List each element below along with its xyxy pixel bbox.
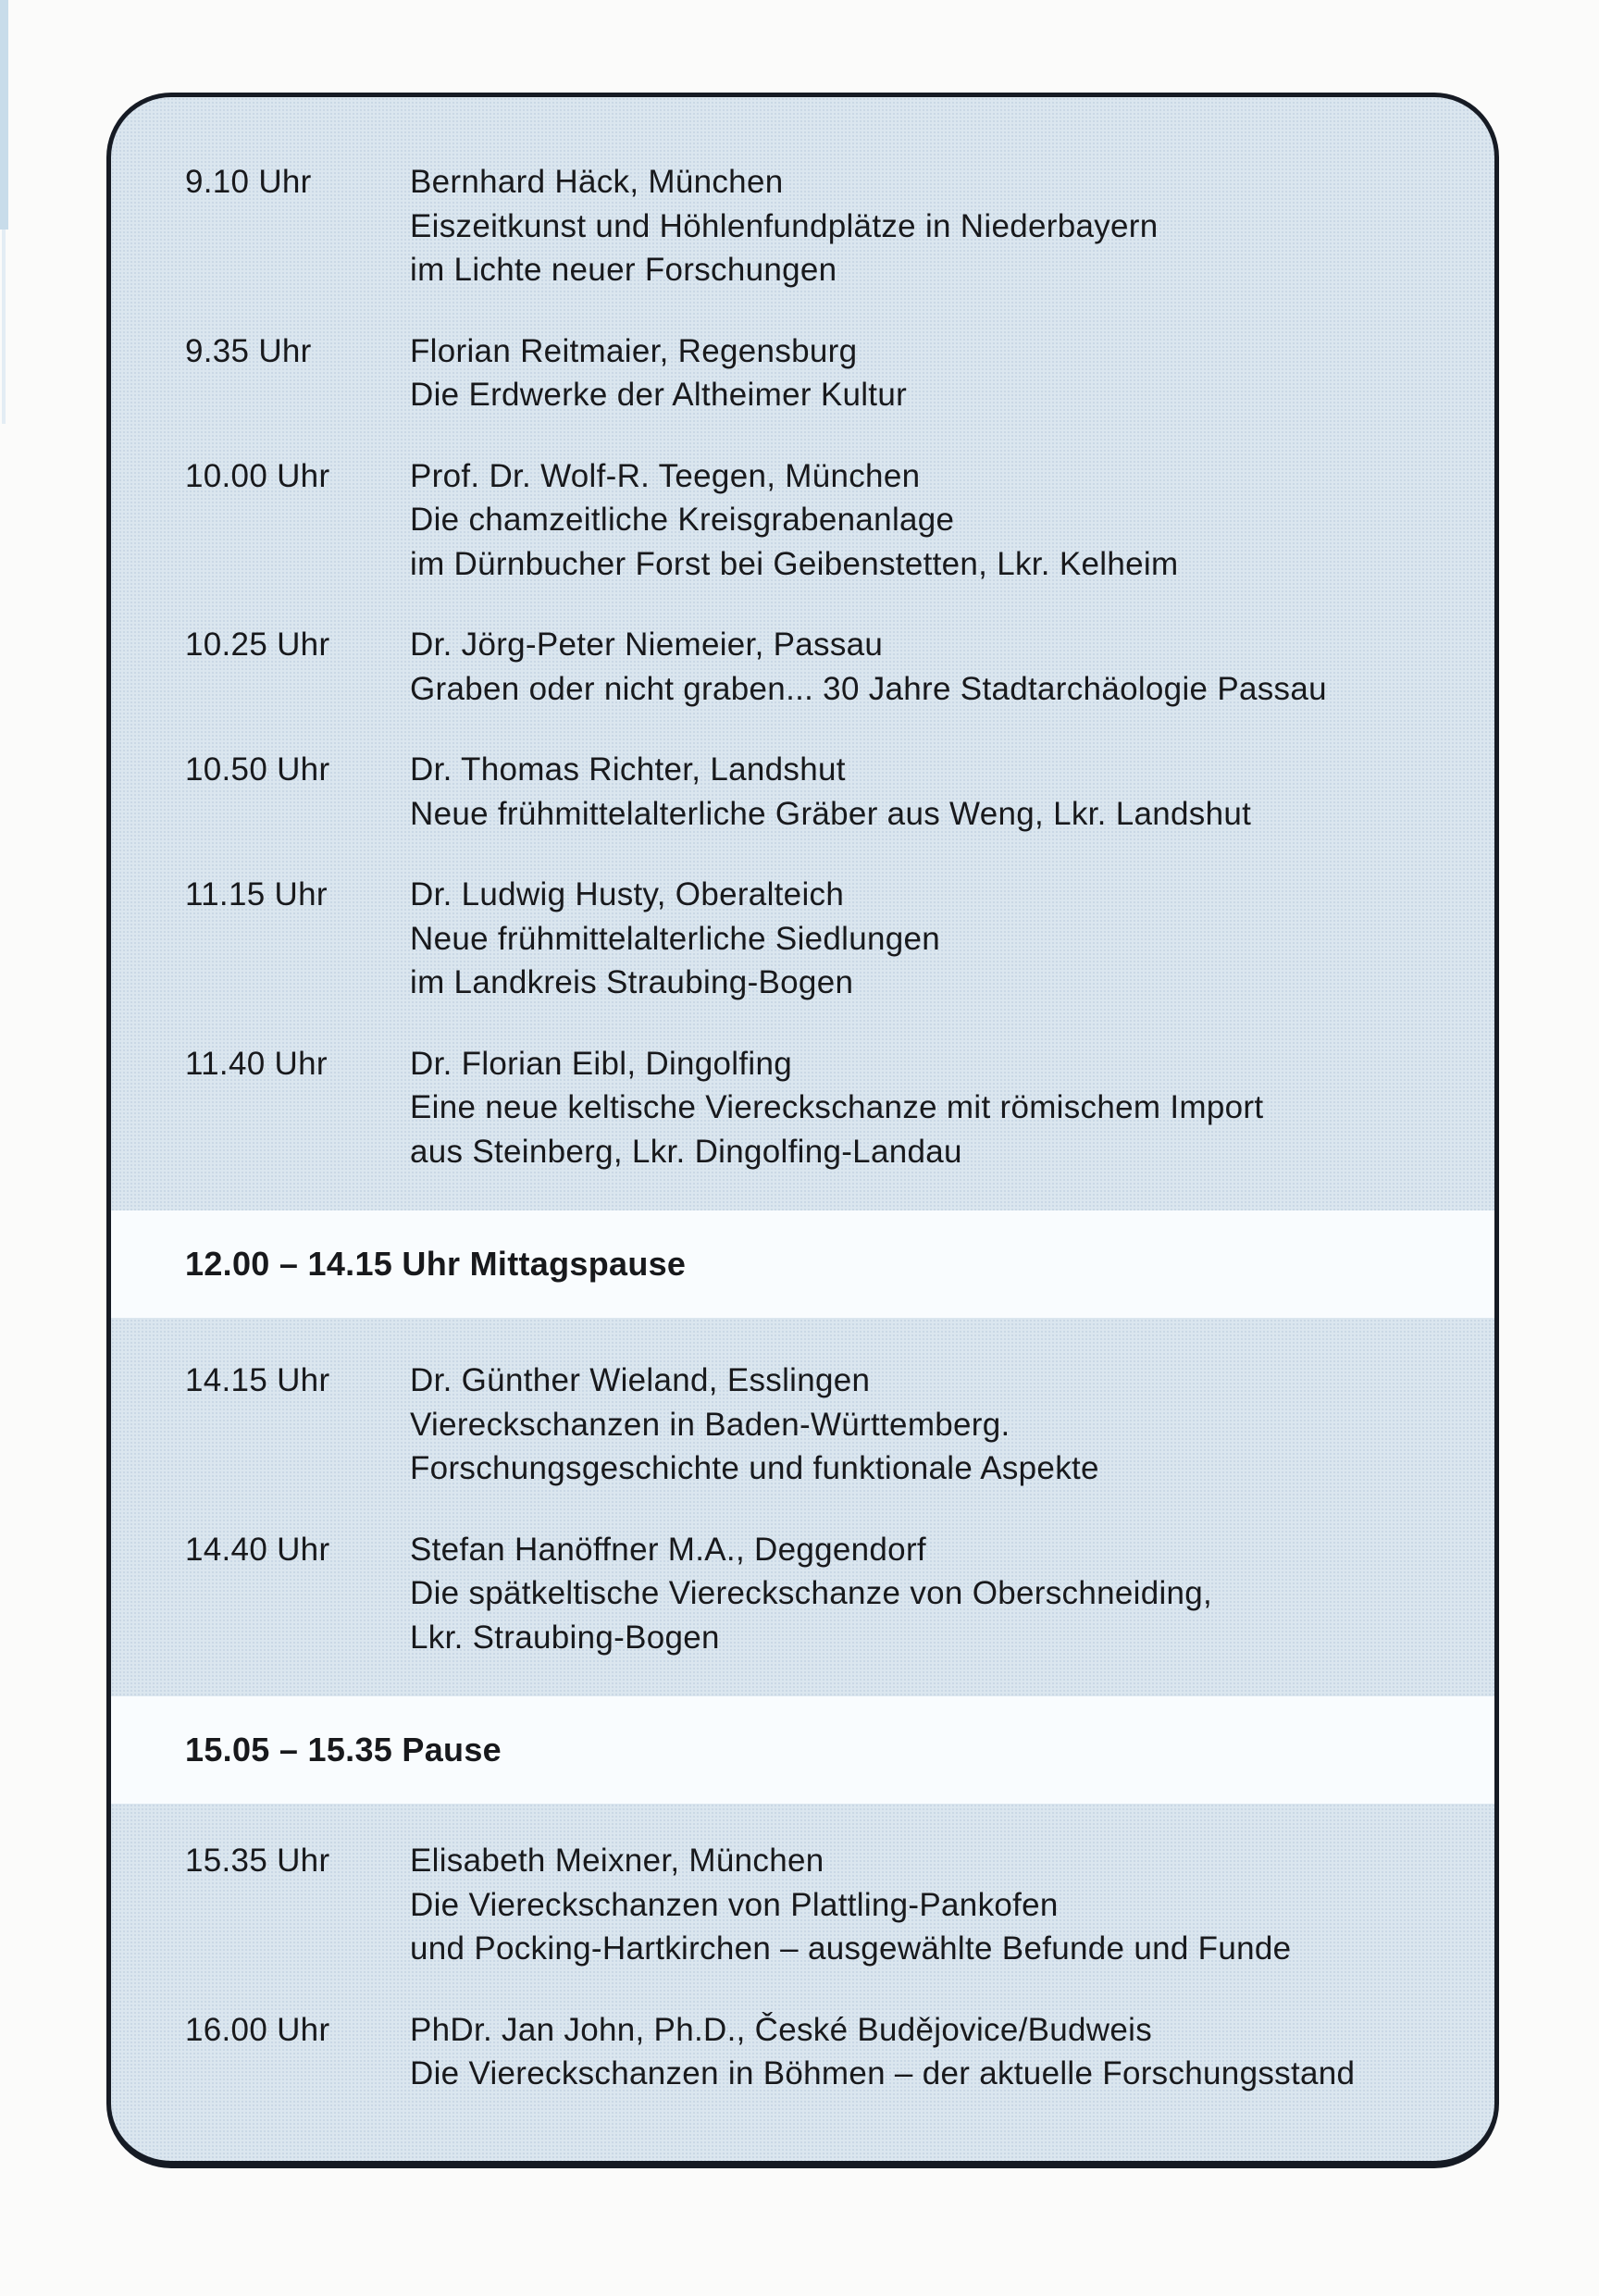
time-label: 14.15 Uhr — [185, 1362, 330, 1398]
talk-text — [410, 329, 1457, 417]
speaker-line: Dr. Thomas Richter, Landshut — [410, 751, 846, 788]
talk-row — [185, 1042, 1457, 1174]
title-line: Die Viereckschanzen von Plattling-Pankofen — [410, 1886, 1059, 1923]
talk-text — [410, 1042, 1457, 1174]
talk-text — [410, 454, 1457, 587]
title-line: im Lichte neuer Forschungen — [410, 252, 837, 288]
title-line: Lkr. Straubing-Bogen — [410, 1619, 720, 1656]
time-label: 14.40 Uhr — [185, 1531, 330, 1568]
talk-text — [410, 1359, 1457, 1491]
scan-edge-artifact — [0, 0, 8, 230]
title-line: Viereckschanzen in Baden-Württemberg. — [410, 1406, 1010, 1443]
talk-row — [185, 329, 1457, 417]
talk-text — [410, 2008, 1457, 2096]
title-line: Die Viereckschanzen in Böhmen – der aktuelle Forschungsstand — [410, 2055, 1356, 2091]
speaker-line: Florian Reitmaier, Regensburg — [410, 332, 858, 369]
time-label: 16.00 Uhr — [185, 2011, 330, 2048]
break-label: 12.00 – 14.15 Uhr Mittagspause — [185, 1245, 687, 1283]
title-line: Die spätkeltische Viereckschanze von Oberschneiding, — [410, 1575, 1213, 1611]
time-label: 10.50 Uhr — [185, 751, 330, 788]
speaker-line: Prof. Dr. Wolf-R. Teegen, München — [410, 457, 921, 494]
time-label: 10.25 Uhr — [185, 627, 330, 663]
title-line: aus Steinberg, Lkr. Dingolfing-Landau — [410, 1133, 962, 1170]
talk-row — [185, 873, 1457, 1005]
talk-row — [185, 454, 1457, 587]
speaker-line: Stefan Hanöffner M.A., Deggendorf — [410, 1531, 926, 1568]
title-line: Die chamzeitliche Kreisgrabenanlage — [410, 502, 955, 538]
time-label: 10.00 Uhr — [185, 457, 330, 494]
title-line: im Dürnbucher Forst bei Geibenstetten, Lkr. Kelheim — [410, 545, 1179, 582]
speaker-line: Dr. Ludwig Husty, Oberalteich — [410, 876, 845, 912]
talk-row — [185, 748, 1457, 836]
break-banner — [111, 1696, 1494, 1804]
title-line: Graben oder nicht graben... 30 Jahre Stadtarchäologie Passau — [410, 670, 1327, 707]
speaker-line: Dr. Florian Eibl, Dingolfing — [410, 1045, 793, 1082]
speaker-line: Elisabeth Meixner, München — [410, 1843, 824, 1879]
time-label: 11.40 Uhr — [185, 1045, 328, 1082]
program-card — [106, 93, 1499, 2168]
speaker-line: Dr. Günther Wieland, Esslingen — [410, 1362, 871, 1398]
talk-row — [185, 1359, 1457, 1491]
schedule-list — [111, 97, 1494, 2096]
speaker-line: PhDr. Jan John, Ph.D., České Budějovice/Budweis — [410, 2011, 1153, 2048]
talk-row — [185, 623, 1457, 711]
time-label: 15.35 Uhr — [185, 1843, 330, 1879]
talk-text — [410, 160, 1457, 292]
talk-text — [410, 1528, 1457, 1660]
time-label: 11.15 Uhr — [185, 876, 328, 912]
talk-row — [185, 160, 1457, 292]
talk-row — [185, 1528, 1457, 1660]
time-label: 9.35 Uhr — [185, 332, 312, 369]
break-banner — [111, 1210, 1494, 1318]
talk-row — [185, 2008, 1457, 2096]
speaker-line: Bernhard Häck, München — [410, 164, 784, 200]
talk-text — [410, 623, 1457, 711]
talk-text — [410, 1839, 1457, 1971]
title-line: Eiszeitkunst und Höhlenfundplätze in Niederbayern — [410, 207, 1159, 244]
title-line: Neue frühmittelalterliche Siedlungen — [410, 920, 941, 957]
title-line: im Landkreis Straubing-Bogen — [410, 964, 854, 1000]
talk-text — [410, 748, 1457, 836]
title-line: und Pocking-Hartkirchen – ausgewählte Befunde und Funde — [410, 1930, 1292, 1967]
break-label: 15.05 – 15.35 Pause — [185, 1731, 502, 1769]
title-line: Eine neue keltische Viereckschanze mit römischem Import — [410, 1089, 1264, 1125]
title-line: Neue frühmittelalterliche Gräber aus Weng, Lkr. Landshut — [410, 795, 1252, 832]
title-line: Forschungsgeschichte und funktionale Aspekte — [410, 1450, 1099, 1486]
title-line: Die Erdwerke der Altheimer Kultur — [410, 377, 908, 413]
speaker-line: Dr. Jörg-Peter Niemeier, Passau — [410, 627, 884, 663]
time-label: 9.10 Uhr — [185, 164, 312, 200]
talk-text — [410, 873, 1457, 1005]
scan-edge-artifact-faint — [2, 230, 6, 424]
talk-row — [185, 1839, 1457, 1971]
